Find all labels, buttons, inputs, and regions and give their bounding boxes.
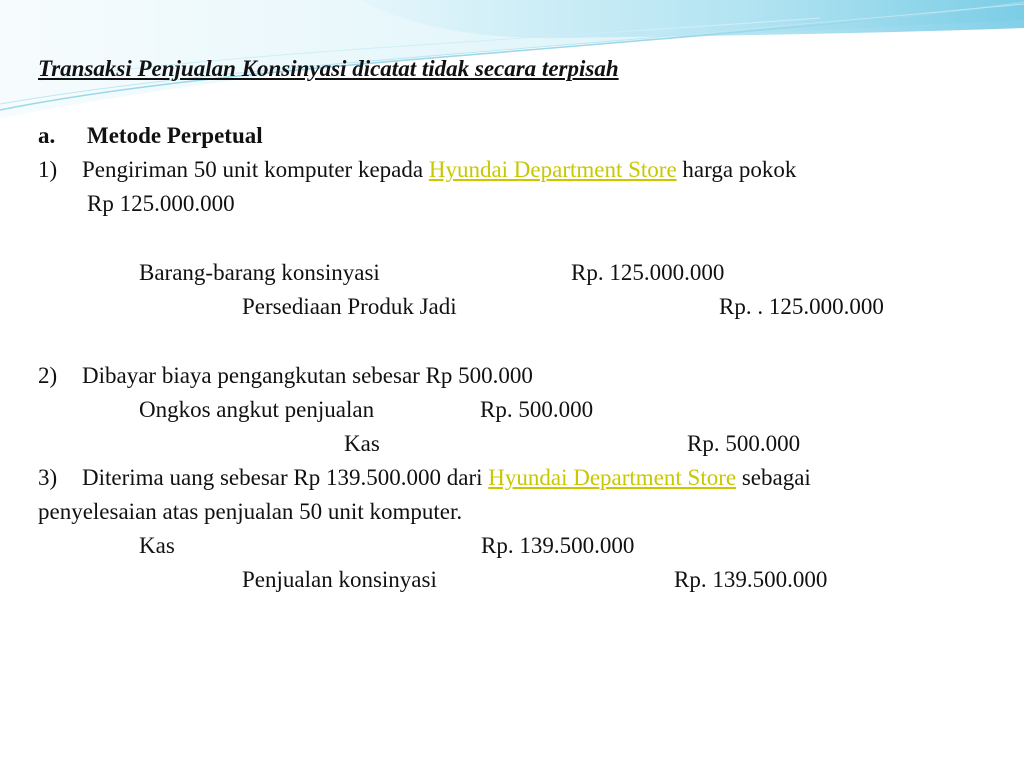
item-3-number: 3)	[38, 465, 58, 490]
item-1-text-before: Pengiriman 50 unit komputer kepada	[82, 157, 424, 182]
section-marker: a.	[38, 123, 56, 148]
journal-3-credit-amount: Rp. 139.500.000	[674, 567, 828, 592]
journal-3-credit-account: Penjualan konsinyasi	[242, 567, 437, 592]
item-1-continuation: Rp 125.000.000	[87, 191, 235, 216]
item-3-continuation: penyelesaian atas penjualan 50 unit komputer.	[38, 499, 463, 524]
item-2-text: Dibayar biaya pengangkutan sebesar Rp 500.000	[82, 363, 533, 388]
section-title: Metode Perpetual	[87, 123, 263, 148]
journal-2-debit-account: Ongkos angkut penjualan	[139, 397, 375, 422]
hyundai-link-1[interactable]: Hyundai Department Store	[428, 157, 677, 182]
item-1-text-after: harga pokok	[682, 157, 797, 182]
journal-3-debit-account: Kas	[139, 533, 175, 558]
journal-2-debit-amount: Rp. 500.000	[480, 397, 594, 422]
item-3-text-after: sebagai	[741, 465, 811, 490]
item-3-text-before: Diterima uang sebesar Rp 139.500.000 dari	[82, 465, 483, 490]
hyundai-link-2[interactable]: Hyundai Department Store	[488, 465, 737, 490]
item-2-number: 2)	[38, 363, 58, 388]
journal-2-credit-amount: Rp. 500.000	[687, 431, 801, 456]
journal-1-debit-amount: Rp. 125.000.000	[571, 260, 725, 285]
item-1-text	[82, 158, 796, 181]
journal-2-credit-account: Kas	[344, 431, 380, 456]
slide-title: Transaksi Penjualan Konsinyasi dicatat tidak secara terpisah	[38, 56, 619, 81]
journal-1-debit-account: Barang-barang konsinyasi	[139, 260, 380, 285]
item-3-text	[82, 466, 811, 489]
journal-1-credit-account: Persediaan Produk Jadi	[242, 294, 457, 319]
item-1-number: 1)	[38, 157, 58, 182]
journal-3-debit-amount: Rp. 139.500.000	[481, 533, 635, 558]
journal-1-credit-amount: Rp. . 125.000.000	[719, 294, 884, 319]
